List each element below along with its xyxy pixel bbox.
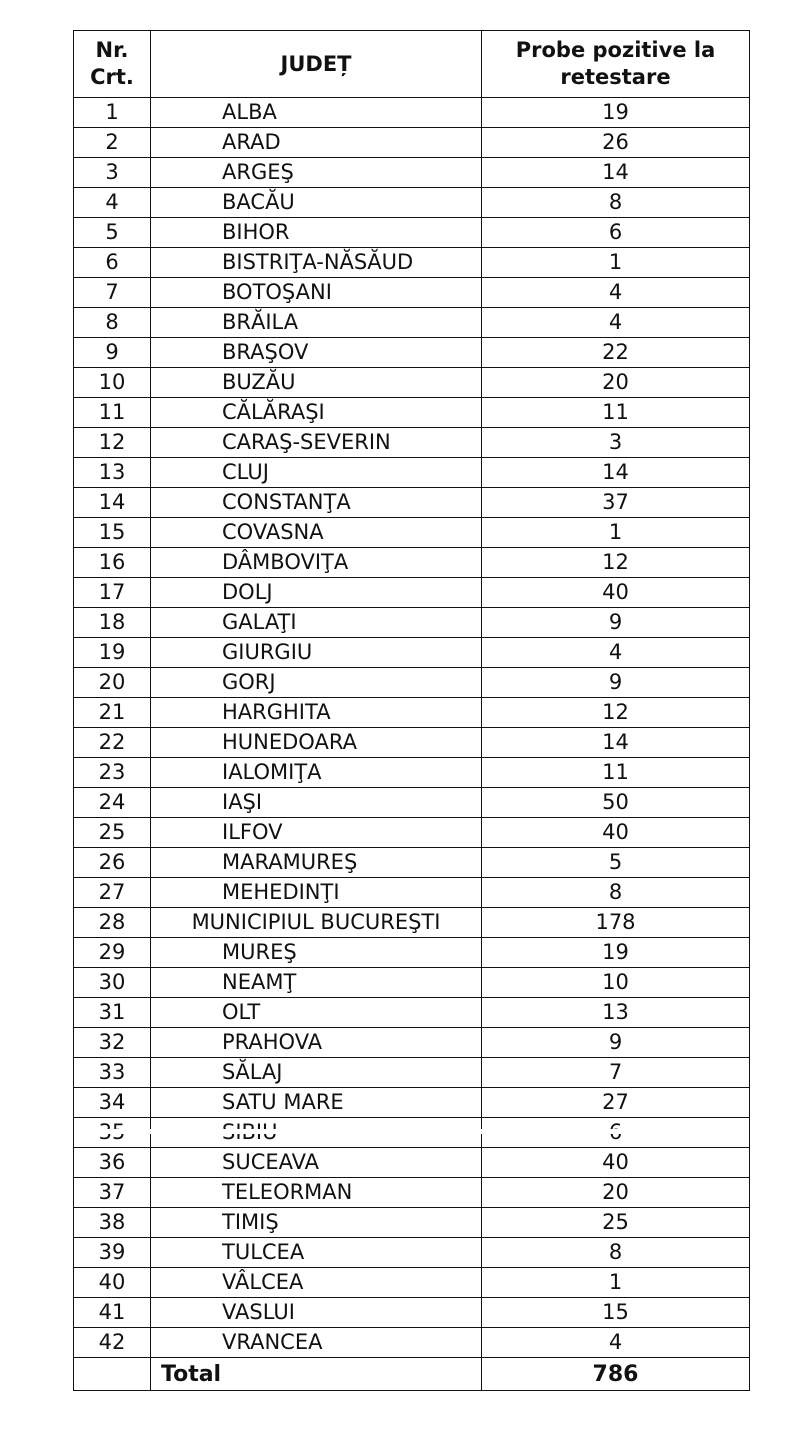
- table-row: [74, 458, 750, 488]
- table-row: [74, 1178, 750, 1208]
- row-judet: VÂLCEA: [151, 1268, 482, 1298]
- header-probe-line2: retestare: [560, 65, 671, 89]
- row-nr: 26: [74, 848, 151, 878]
- row-nr: 25: [74, 818, 151, 848]
- page-break-gap: [75, 1129, 747, 1134]
- table-row: [74, 998, 750, 1028]
- table-row: [74, 818, 750, 848]
- row-value: 40: [482, 818, 750, 848]
- row-judet: NEAMŢ: [151, 968, 482, 998]
- row-judet: SATU MARE: [151, 1088, 482, 1118]
- row-nr: 18: [74, 608, 151, 638]
- table-body: [74, 98, 750, 1358]
- table-row: [74, 878, 750, 908]
- table-row: [74, 158, 750, 188]
- table-row: [74, 848, 750, 878]
- row-judet: IAŞI: [151, 788, 482, 818]
- row-nr: 1: [74, 98, 151, 128]
- table-row: [74, 1208, 750, 1238]
- row-value: 4: [482, 1328, 750, 1358]
- row-judet: BUZĂU: [151, 368, 482, 398]
- row-judet: TULCEA: [151, 1238, 482, 1268]
- row-judet: HARGHITA: [151, 698, 482, 728]
- row-value: 13: [482, 998, 750, 1028]
- row-value: 11: [482, 758, 750, 788]
- table-row: [74, 368, 750, 398]
- row-nr: 11: [74, 398, 151, 428]
- table-row: [74, 1028, 750, 1058]
- table-row: [74, 308, 750, 338]
- row-value: 15: [482, 1298, 750, 1328]
- total-row: [74, 1358, 750, 1391]
- header-probe-line1: Probe pozitive la: [515, 38, 716, 62]
- row-nr: 40: [74, 1268, 151, 1298]
- row-nr: 42: [74, 1328, 151, 1358]
- table-row: [74, 518, 750, 548]
- row-value: 40: [482, 1148, 750, 1178]
- row-value: 19: [482, 98, 750, 128]
- row-judet: BRĂILA: [151, 308, 482, 338]
- row-nr: 21: [74, 698, 151, 728]
- row-nr: 3: [74, 158, 151, 188]
- row-value: 14: [482, 158, 750, 188]
- table-row: [74, 338, 750, 368]
- row-value: 6: [482, 218, 750, 248]
- row-nr: 39: [74, 1238, 151, 1268]
- table-row: [74, 1298, 750, 1328]
- table-row: [74, 128, 750, 158]
- row-nr: 6: [74, 248, 151, 278]
- total-nr-cell: [74, 1358, 151, 1391]
- table-row: [74, 428, 750, 458]
- row-nr: 12: [74, 428, 151, 458]
- row-nr: 16: [74, 548, 151, 578]
- table-row: [74, 668, 750, 698]
- row-value: 12: [482, 548, 750, 578]
- table-row: [74, 938, 750, 968]
- row-value: 4: [482, 638, 750, 668]
- header-nr-line1: Nr.: [95, 38, 129, 62]
- row-value: 20: [482, 1178, 750, 1208]
- total-value: 786: [482, 1358, 750, 1391]
- table-header: [74, 31, 750, 98]
- row-judet: MARAMUREŞ: [151, 848, 482, 878]
- total-label: Total: [151, 1358, 482, 1391]
- table-row: [74, 248, 750, 278]
- row-nr: 24: [74, 788, 151, 818]
- row-nr: 23: [74, 758, 151, 788]
- row-value: 27: [482, 1088, 750, 1118]
- table-row: [74, 188, 750, 218]
- row-nr: 28: [74, 908, 151, 938]
- row-nr: 14: [74, 488, 151, 518]
- row-nr: 9: [74, 338, 151, 368]
- row-nr: 4: [74, 188, 151, 218]
- row-nr: 29: [74, 938, 151, 968]
- row-value: 8: [482, 188, 750, 218]
- row-value: 9: [482, 608, 750, 638]
- row-nr: 13: [74, 458, 151, 488]
- header-probe: [482, 31, 750, 98]
- row-nr: 36: [74, 1148, 151, 1178]
- header-nr-line2: Crt.: [90, 65, 134, 89]
- table-row: [74, 1058, 750, 1088]
- row-value: 1: [482, 248, 750, 278]
- row-value: 26: [482, 128, 750, 158]
- row-value: 14: [482, 728, 750, 758]
- row-judet: SUCEAVA: [151, 1148, 482, 1178]
- row-judet: CONSTANŢA: [151, 488, 482, 518]
- row-judet: TIMIŞ: [151, 1208, 482, 1238]
- row-nr: 7: [74, 278, 151, 308]
- row-nr: 19: [74, 638, 151, 668]
- row-nr: 37: [74, 1178, 151, 1208]
- table-row: [74, 548, 750, 578]
- row-judet: SĂLAJ: [151, 1058, 482, 1088]
- row-judet: ILFOV: [151, 818, 482, 848]
- row-judet: IALOMIŢA: [151, 758, 482, 788]
- row-judet: BACĂU: [151, 188, 482, 218]
- row-value: 9: [482, 1028, 750, 1058]
- row-judet: GORJ: [151, 668, 482, 698]
- table-row: [74, 398, 750, 428]
- row-judet: VASLUI: [151, 1298, 482, 1328]
- row-nr: 34: [74, 1088, 151, 1118]
- table-row: [74, 1238, 750, 1268]
- row-value: 12: [482, 698, 750, 728]
- row-nr: 27: [74, 878, 151, 908]
- row-judet: GIURGIU: [151, 638, 482, 668]
- row-value: 22: [482, 338, 750, 368]
- retest-table: [73, 30, 750, 1391]
- row-value: 1: [482, 518, 750, 548]
- table-row: [74, 1148, 750, 1178]
- row-judet: PRAHOVA: [151, 1028, 482, 1058]
- table-row: [74, 968, 750, 998]
- row-judet: OLT: [151, 998, 482, 1028]
- table-row: [74, 1088, 750, 1118]
- row-value: 11: [482, 398, 750, 428]
- row-judet: ALBA: [151, 98, 482, 128]
- row-value: 19: [482, 938, 750, 968]
- table-row: [74, 908, 750, 938]
- row-judet: MUREŞ: [151, 938, 482, 968]
- row-value: 25: [482, 1208, 750, 1238]
- row-nr: 32: [74, 1028, 151, 1058]
- row-judet: DOLJ: [151, 578, 482, 608]
- row-judet: HUNEDOARA: [151, 728, 482, 758]
- table-row: [74, 278, 750, 308]
- row-value: 3: [482, 428, 750, 458]
- row-judet: VRANCEA: [151, 1328, 482, 1358]
- row-judet: CĂLĂRAŞI: [151, 398, 482, 428]
- row-judet: DÂMBOVIŢA: [151, 548, 482, 578]
- row-value: 9: [482, 668, 750, 698]
- row-nr: 33: [74, 1058, 151, 1088]
- row-judet: BISTRIŢA-NĂSĂUD: [151, 248, 482, 278]
- row-nr: 5: [74, 218, 151, 248]
- row-value: 14: [482, 458, 750, 488]
- row-judet: ARGEŞ: [151, 158, 482, 188]
- row-value: 178: [482, 908, 750, 938]
- row-judet: CLUJ: [151, 458, 482, 488]
- row-nr: 31: [74, 998, 151, 1028]
- row-value: 5: [482, 848, 750, 878]
- row-value: 7: [482, 1058, 750, 1088]
- row-judet: BIHOR: [151, 218, 482, 248]
- row-judet: ARAD: [151, 128, 482, 158]
- table-row: [74, 638, 750, 668]
- row-judet: COVASNA: [151, 518, 482, 548]
- row-nr: 15: [74, 518, 151, 548]
- row-value: 20: [482, 368, 750, 398]
- row-nr: 22: [74, 728, 151, 758]
- table-row: [74, 218, 750, 248]
- table-row: [74, 1268, 750, 1298]
- table-row: [74, 1328, 750, 1358]
- row-value: 4: [482, 278, 750, 308]
- row-judet: CARAŞ-SEVERIN: [151, 428, 482, 458]
- row-judet: TELEORMAN: [151, 1178, 482, 1208]
- row-judet: MUNICIPIUL BUCUREŞTI: [151, 908, 482, 938]
- row-nr: 8: [74, 308, 151, 338]
- row-nr: 10: [74, 368, 151, 398]
- row-value: 10: [482, 968, 750, 998]
- row-judet: BRAŞOV: [151, 338, 482, 368]
- row-nr: 30: [74, 968, 151, 998]
- row-nr: 38: [74, 1208, 151, 1238]
- table-row: [74, 728, 750, 758]
- header-judet: JUDEȚ: [151, 31, 482, 98]
- row-value: 4: [482, 308, 750, 338]
- table-row: [74, 758, 750, 788]
- table-row: [74, 98, 750, 128]
- row-nr: 20: [74, 668, 151, 698]
- row-nr: 2: [74, 128, 151, 158]
- row-value: 8: [482, 1238, 750, 1268]
- row-value: 50: [482, 788, 750, 818]
- row-nr: 17: [74, 578, 151, 608]
- row-value: 1: [482, 1268, 750, 1298]
- header-nr: [74, 31, 151, 98]
- table-row: [74, 788, 750, 818]
- row-value: 37: [482, 488, 750, 518]
- table-row: [74, 578, 750, 608]
- row-judet: GALAŢI: [151, 608, 482, 638]
- table-row: [74, 698, 750, 728]
- row-value: 40: [482, 578, 750, 608]
- row-judet: BOTOŞANI: [151, 278, 482, 308]
- table-row: [74, 488, 750, 518]
- row-value: 8: [482, 878, 750, 908]
- row-judet: MEHEDINŢI: [151, 878, 482, 908]
- row-nr: 41: [74, 1298, 151, 1328]
- table-row: [74, 608, 750, 638]
